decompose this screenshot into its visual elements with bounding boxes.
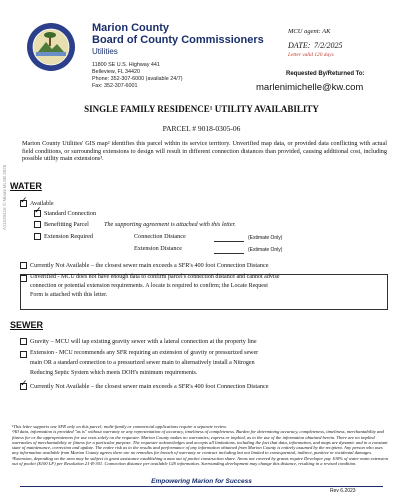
- county-seal: [26, 22, 76, 72]
- sewer-not-available-label: Currently Not Available – the closest sewer main exceeds a SFR's 400 foot Connection Distance: [30, 383, 269, 390]
- address-line: Phone: 352-307-6000 (available 24/7): [92, 76, 183, 82]
- intro-paragraph: Marion County Utilities' GIS map² identifies this parcel within its service territory. Unverified map data, or provided data conflicting with actual field conditions, or surrounding extensions to design will result in different connection distances than provided, causing additional cost, including possible utility main extensions³.: [22, 140, 387, 163]
- benefitting-parcel-label: Benefitting Parcel: [44, 221, 89, 228]
- requester-email: marlenimichelle@kw.com: [256, 82, 364, 93]
- water-available-checkbox[interactable]: [20, 196, 28, 207]
- validity-note: Letter valid 120 days: [288, 52, 334, 58]
- sewer-extension-line: Reducing Septic System which meets DOH's minimum requirements.: [30, 370, 198, 376]
- address-line: Belleview, FL 34420: [92, 69, 141, 75]
- footer-tagline: Empowering Marion for Success: [151, 478, 252, 485]
- standard-connection-label: Standard Connection: [44, 210, 97, 217]
- standard-connection-checkbox[interactable]: [34, 206, 42, 217]
- water-heading: WATER: [10, 181, 42, 191]
- org-department: Utilities: [92, 47, 118, 56]
- connection-distance-label: Connection Distance: [134, 233, 186, 240]
- extension-required-checkbox[interactable]: [34, 233, 41, 240]
- water-unverified-checkbox[interactable]: [20, 275, 27, 282]
- org-name-line1: Marion County: [92, 22, 169, 34]
- revision-label: Rev 6.2023: [330, 488, 356, 494]
- sewer-extension-line: Extension - MCU recommends any SFR requiring an extension of gravity or pressurized sewer: [30, 350, 259, 356]
- sewer-extension-line: main OR a standard connection to a pressurized sewer main to alternatively install a Nitrogen: [30, 360, 255, 366]
- estimate-note: (Estimate Only): [248, 235, 283, 241]
- date-label: DATE:: [288, 41, 311, 50]
- date-value: 7/2/2025: [314, 41, 343, 50]
- sewer-not-available-checkbox[interactable]: [20, 379, 28, 390]
- address-line: Fax: 352-307-6001: [92, 83, 138, 89]
- unverified-line: Unverified - MCU does not have enough data to confirm parcel's connection distance and cannot advise: [30, 274, 280, 280]
- unverified-line: Form is attached with this letter.: [30, 292, 108, 298]
- document-title: SINGLE FAMILY RESIDENCE¹ UTILITY AVAILABILITY: [84, 104, 319, 114]
- sewer-heading: SEWER: [10, 320, 44, 330]
- extension-distance-field[interactable]: [214, 253, 244, 254]
- footnotes: [12, 424, 390, 466]
- water-available-label: Available: [30, 200, 54, 207]
- water-not-available-label: Currently Not Available – the closest sewer main exceeds a SFR's 400 foot Connection Distance: [30, 262, 269, 269]
- water-not-available-checkbox[interactable]: [20, 262, 27, 269]
- benefitting-parcel-note: The supporting agreement is attached with this letter.: [104, 221, 236, 228]
- footnote: ³Extension, depending on the area may be subject to grant assistance establishing a max out of pocket construction share. Areas not covered by grants require Developer pay 100% of water main extension out of pocket ($100 LF) per Resolution 21-R-301. Connection distance per available GIS information. Surrounding development may change this distance, resulting in a revised condition.: [12, 455, 388, 467]
- footer-divider: [20, 486, 383, 487]
- sewer-gravity-checkbox[interactable]: [20, 338, 27, 345]
- mls-watermark: A11520416 © Miami MLSB 2026: [2, 164, 7, 230]
- parcel-number: PARCEL # 9018-0305-06: [162, 124, 241, 133]
- footnote: ²All data, information is provided "as is" without warranty or any representation of accuracy, timeliness of completeness. Burden for determining accuracy, completeness, timeliness, merchantability and fitness for or the appropriateness for use rests solely on the requester. Marion County makes no warranties, express or implied, as to the use of the information obtained herein. There are no implied warranties of merchantability or fitness for a particular purpose. The requester acknowledges and accepts all limitations, including the fact that data, information, and maps are dynamic and in a constant state of maintenance, correction and update. The entire risk as to the results and performance of any information obtained from Marion County is entirely assumed by the recipient. Any person who uses any information available from Marion County agrees there are no remedies for breach of warranty or contract including but not limited to consequential, indirect, punitive or incidental damages.: [12, 429, 388, 456]
- footnote: ¹This letter supports one SFR only on this parcel; multi-family or commercial applications require a separate review.: [12, 424, 227, 429]
- extension-required-label: Extension Required: [44, 233, 93, 240]
- estimate-note: (Estimate Only): [248, 247, 283, 253]
- check-icon: ✓: [34, 206, 42, 216]
- org-name-line2: Board of County Commissioners: [92, 34, 264, 46]
- sewer-extension-checkbox[interactable]: [20, 351, 27, 358]
- mcu-agent: MCU agent: AK: [288, 28, 331, 35]
- address-line: 11800 SE U.S. Highway 441: [92, 62, 160, 68]
- check-icon: ✓: [20, 196, 28, 206]
- unverified-line: connection or potential extension requirements. A locate is required to confirm; the Locate Request: [30, 283, 268, 289]
- sewer-gravity-label: Gravity – MCU will tap existing gravity sewer with a lateral connection at the property line: [30, 338, 257, 345]
- connection-distance-field[interactable]: [214, 241, 244, 242]
- requested-by-label: Requested By/Returned To:: [286, 71, 365, 77]
- check-icon: ✓: [20, 379, 28, 389]
- benefitting-parcel-checkbox[interactable]: [34, 221, 41, 228]
- extension-distance-label: Extension Distance: [134, 245, 182, 252]
